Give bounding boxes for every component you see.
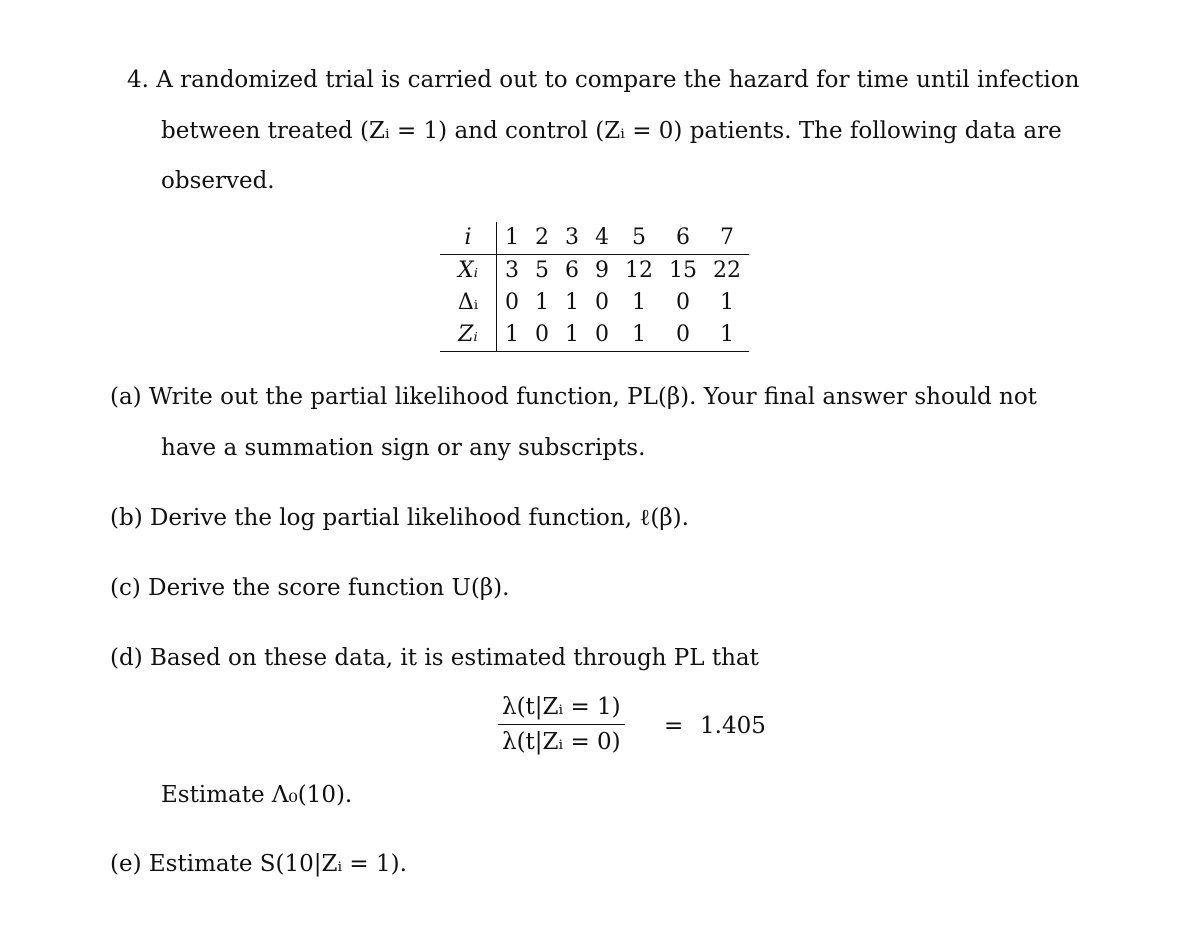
table-row <box>440 319 749 352</box>
cell: 0 <box>505 290 519 315</box>
cell: 1 <box>535 290 549 315</box>
problem-intro-line2: between treated (Zᵢ = 1) and control (Zᵢ = 0) patients. The following data are <box>161 118 1062 144</box>
part-text: Derive the log partial likelihood function, ℓ(β). <box>149 505 689 531</box>
cell: 3 <box>505 258 519 283</box>
cell: 9 <box>595 258 609 283</box>
cell: 1 <box>497 222 528 255</box>
cell: 6 <box>565 258 579 283</box>
cell: 5 <box>617 222 661 255</box>
cell: 5 <box>535 258 549 283</box>
cell: 1 <box>497 319 528 352</box>
part-label: (b) <box>110 505 143 531</box>
cell: 1 <box>565 290 579 315</box>
hazard-ratio-value: 1.405 <box>700 713 766 739</box>
part-a-line2: have a summation sign or any subscripts. <box>161 435 646 461</box>
cell: 0 <box>676 290 690 315</box>
problem-intro-line1 <box>127 66 1079 94</box>
part-d <box>110 644 759 672</box>
table-row <box>440 255 749 288</box>
intro-text: A randomized trial is carried out to compare the hazard for time until infection <box>156 67 1080 93</box>
fraction-numerator: λ(t|Zᵢ = 1) <box>498 692 625 725</box>
part-d-estimate: Estimate Λ₀(10). <box>161 782 353 808</box>
row-label: i <box>440 222 497 255</box>
row-label: Zᵢ <box>440 319 497 352</box>
cell: 2 <box>527 222 557 255</box>
problem-number: 4. <box>127 67 149 93</box>
part-a <box>110 383 1037 411</box>
part-text: Estimate S(10|Zᵢ = 1). <box>148 851 407 877</box>
cell: 1 <box>720 290 734 315</box>
part-c <box>110 574 509 602</box>
row-label: Δᵢ <box>440 287 497 319</box>
cell: 22 <box>713 258 741 283</box>
cell: 6 <box>661 222 705 255</box>
problem-intro-line3: observed. <box>161 168 275 194</box>
cell: 1 <box>705 319 749 352</box>
part-label: (c) <box>110 575 141 601</box>
part-label: (d) <box>110 645 143 671</box>
fraction-denominator: λ(t|Zᵢ = 0) <box>502 729 621 755</box>
part-b <box>110 504 689 532</box>
cell: 7 <box>705 222 749 255</box>
cell: 0 <box>527 319 557 352</box>
part-text: Write out the partial likelihood function, PL(β). Your final answer should not <box>148 384 1037 410</box>
cell: 1 <box>617 319 661 352</box>
part-text: Derive the score function U(β). <box>148 575 510 601</box>
hazard-ratio-fraction <box>498 692 625 757</box>
table-row <box>440 222 749 255</box>
part-text: Based on these data, it is estimated through PL that <box>149 645 759 671</box>
part-label: (a) <box>110 384 142 410</box>
cell: 15 <box>669 258 697 283</box>
table-row <box>440 287 749 319</box>
cell: 1 <box>557 319 587 352</box>
part-label: (e) <box>110 851 142 877</box>
cell: 0 <box>661 319 705 352</box>
cell: 0 <box>587 319 617 352</box>
equals-sign: = <box>664 713 684 739</box>
row-label: Xᵢ <box>440 255 497 288</box>
cell: 3 <box>557 222 587 255</box>
part-e <box>110 850 407 878</box>
cell: 12 <box>625 258 653 283</box>
data-table <box>440 222 749 352</box>
cell: 0 <box>595 290 609 315</box>
cell: 1 <box>632 290 646 315</box>
cell: 4 <box>587 222 617 255</box>
